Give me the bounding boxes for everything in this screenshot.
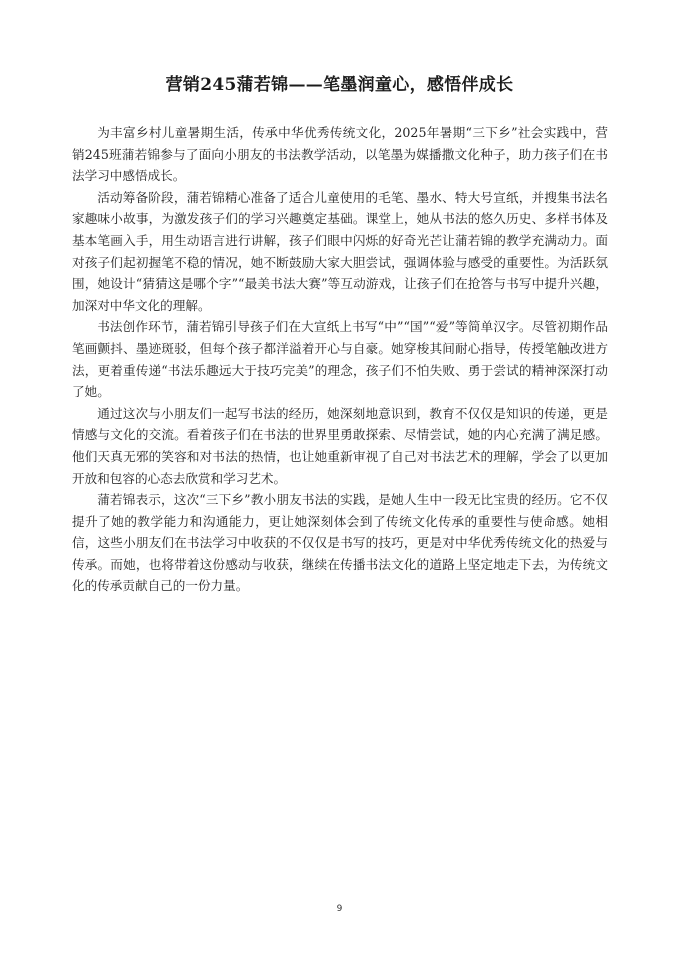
article-body: [72, 122, 608, 597]
paragraph-creation: 书法创作环节，蒲若锦引导孩子们在大宣纸上书写“中”“国”“爱”等简单汉字。尽管初期作品笔画颤抖、墨迹斑驳，但每个孩子都洋溢着开心与自豪。她穿梭其间耐心指导，传授笔触改进方法，更着重传递“书法乐趣远大于技巧完美”的理念，孩子们不怕失败、勇于尝试的精神深深打动了她。: [72, 319, 608, 400]
page-number: 9: [336, 904, 343, 914]
paragraph-reflection: 通过这次与小朋友们一起写书法的经历，她深刻地意识到，教育不仅仅是知识的传递，更是情感与文化的交流。看着孩子们在书法的世界里勇敢探索、尽情尝试，她的内心充满了满足感。他们天真无邪的笑容和对书法的热情，也让她重新审视了自己对书法艺术的理解，学会了以更加开放和包容的心态去欣赏和学习艺术。: [72, 405, 608, 486]
paragraph-intro: 为丰富乡村儿童暑期生活，传承中华优秀传统文化，2025年暑期“三下乡”社会实践中，营销245班蒲若锦参与了面向小朋友的书法教学活动，以笔墨为媒播撒文化种子，助力孩子们在书法学习中感悟成长。: [72, 125, 608, 184]
page-title: 营销245蒲若锦——笔墨润童心，感悟伴成长: [165, 75, 514, 95]
paragraph-preparation: 活动筹备阶段，蒲若锦精心准备了适合儿童使用的毛笔、墨水、特大号宣纸，并搜集书法名家趣味小故事，为激发孩子们的学习兴趣奠定基础。课堂上，她从书法的悠久历史、多样书体及基本笔画入手，用生动语言进行讲解，孩子们眼中闪烁的好奇光芒让蒲若锦的教学充满动力。面对孩子们起初握笔不稳的情况，她不断鼓励大家大胆尝试，强调体验与感受的重要性。为活跃氛围，她设计“猜猜这是哪个字”“最美书法大赛”等互动游戏，让孩子们在抢答与书写中提升兴趣，加深对中华文化的理解。: [72, 189, 608, 313]
paragraph-conclusion: 蒲若锦表示，这次“三下乡”教小朋友书法的实践，是她人生中一段无比宝贵的经历。它不仅提升了她的教学能力和沟通能力，更让她深刻体会到了传统文化传承的重要性与使命感。她相信，这些小朋友们在书法学习中收获的不仅仅是书写的技巧，更是对中华优秀传统文化的热爱与传承。而她，也将带着这份感动与收获，继续在传播书法文化的道路上坚定地走下去，为传统文化的传承贡献自己的一份力量。: [72, 492, 608, 594]
